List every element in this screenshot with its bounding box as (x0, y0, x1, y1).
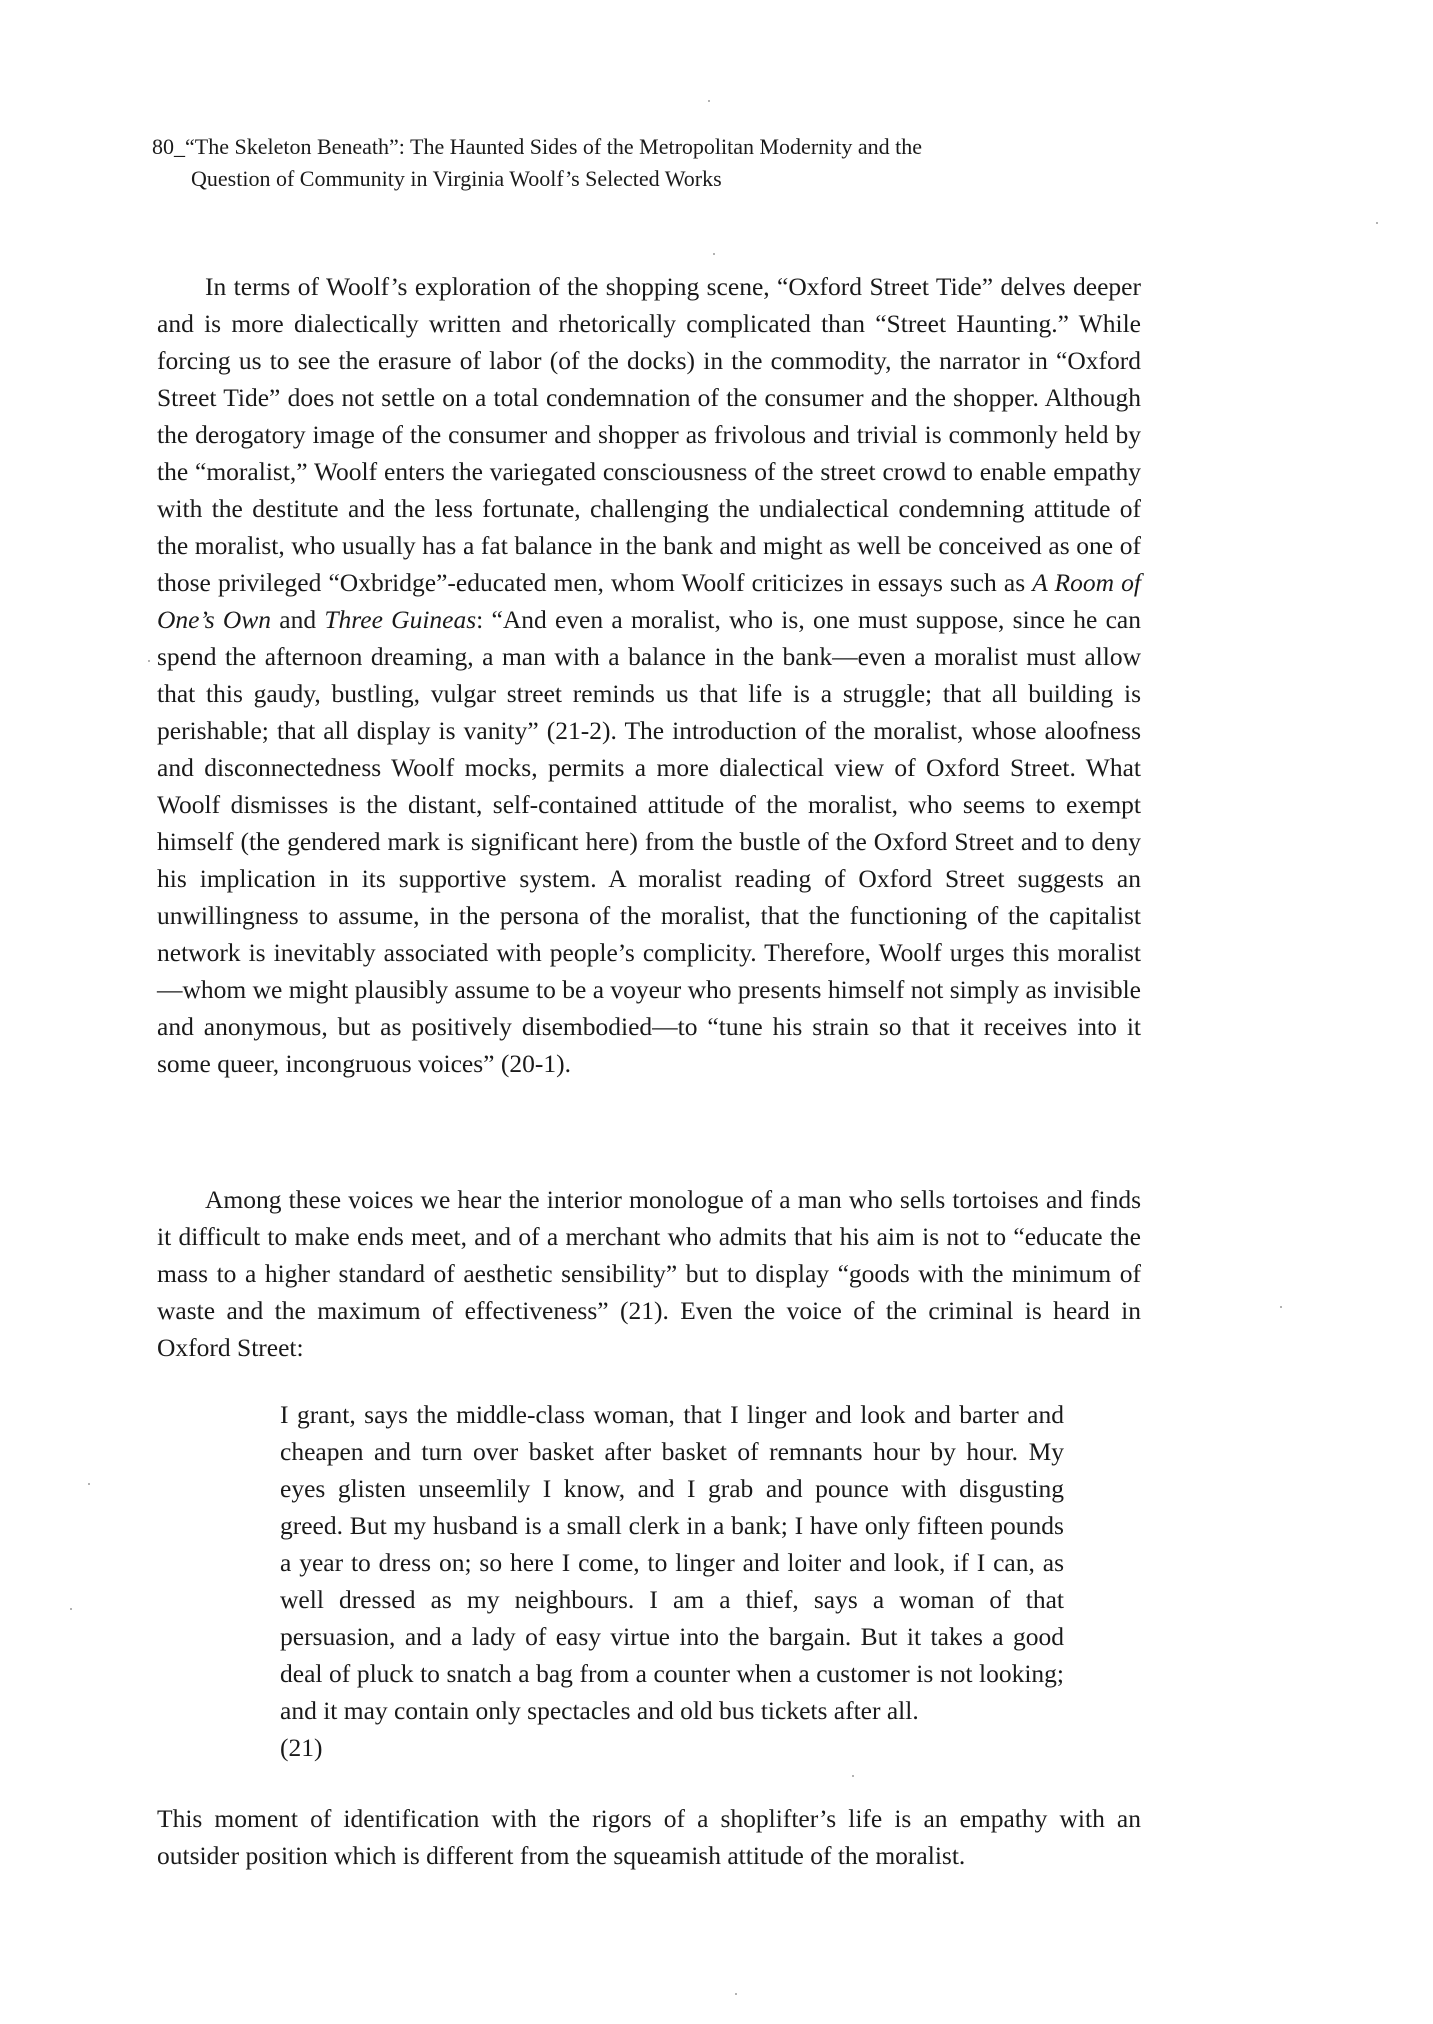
paragraph-1-text-b: : “And even a moralist, who is, one must suppose, since he can spend the afternoon dreaming, a man with a balance in the bank—even a moralist must allow that this gaudy, bustling, vulgar street reminds us that life is a struggle; that all building is perishable; that all display is vanity” (21-2). The introduction of the moralist, whose aloofness and disconnectedness Woolf mocks, permits a more dialectical view of Oxford Street. What Woolf dismisses is the distant, self-contained attitude of the moralist, who seems to exempt himself (the gendered mark is significant here) from the bustle of the Oxford Street and to deny his implication in its supportive system. A moralist reading of Oxford Street suggests an unwillingness to assume, in the persona of the moralist, that the functioning of the capitalist network is inevitably associated with people’s complicity. Therefore, Woolf urges this moralist—whom we might plausibly assume to be a voyeur who presents himself not simply as invisible and anonymous, but as positively disembodied—to “tune his strain so that it receives into it some queer, incongruous voices” (20-1). (157, 605, 1141, 1078)
body-paragraph-3: This moment of identification with the rigors of a shoplifter’s life is an empathy with an outsider position which is different from the squeamish attitude of the moralist. (157, 1804, 1141, 1870)
running-header-line-2: Question of Community in Virginia Woolf’s Selected Works (191, 166, 722, 191)
block-quotation (280, 1396, 1064, 1766)
scan-speck (713, 253, 715, 255)
paragraph-1-conjunction: and (271, 605, 325, 634)
scan-speck (735, 1993, 737, 1995)
paragraph-1-text-a: In terms of Woolf’s exploration of the shopping scene, “Oxford Street Tide” delves deeper and is more dialectically written and rhetorically complicated than “Street Haunting.” While forcing us to see the erasure of labor (of the docks) in the commodity, the narrator in “Oxford Street Tide” does not settle on a total condemnation of the consumer and the shopper. Although the derogatory image of the consumer and shopper as frivolous and trivial is commonly held by the “moralist,” Woolf enters the variegated consciousness of the street crowd to enable empathy with the destitute and the less fortunate, challenging the undialectical condemning attitude of the moralist, who usually has a fat balance in the bank and might as well be conceived as one of those privileged “Oxbridge”-educated men, whom Woolf criticizes in essays such as (157, 272, 1141, 597)
scan-speck (1280, 1306, 1282, 1308)
body-paragraph-2: Among these voices we hear the interior monologue of a man who sells tortoises and finds it difficult to make ends meet, and of a merchant who admits that his aim is not to “educate the mass to a higher standard of aesthetic sensibility” but to display “goods with the minimum of waste and the maximum of effectiveness” (21). Even the voice of the criminal is heard in Oxford Street: (157, 1185, 1141, 1362)
running-header-line-1: 80_“The Skeleton Beneath”: The Haunted Sides of the Metropolitan Modernity and the (152, 134, 923, 159)
scan-speck (148, 660, 150, 662)
body-paragraph-1 (157, 268, 1141, 1082)
scan-speck (708, 100, 710, 102)
running-header (152, 131, 1112, 195)
scan-speck (1376, 222, 1378, 224)
scan-speck (88, 1483, 90, 1485)
block-quotation-text: I grant, says the middle-class woman, that I linger and look and barter and cheapen and turn over basket after basket of remnants hour by hour. My eyes glisten unseemlily I know, and I grab and pounce with disgusting greed. But my husband is a small clerk in a bank; I have only fifteen pounds a year to dress on; so here I come, to linger and loiter and look, if I can, as well dressed as my neighbours. I am a thief, says a woman of that persuasion, and a lady of easy virtue into the bargain. But it takes a good deal of pluck to snatch a bag from a counter when a customer is not looking; and it may contain only spectacles and old bus tickets after all. (280, 1400, 1064, 1725)
scan-speck (70, 1608, 72, 1610)
book-title-a-room-of-ones-own: A Room of One’s Own (157, 568, 1141, 634)
block-quotation-citation: (21) (280, 1733, 323, 1762)
scan-speck (852, 1775, 854, 1777)
book-title-three-guineas: Three Guineas (324, 605, 477, 634)
